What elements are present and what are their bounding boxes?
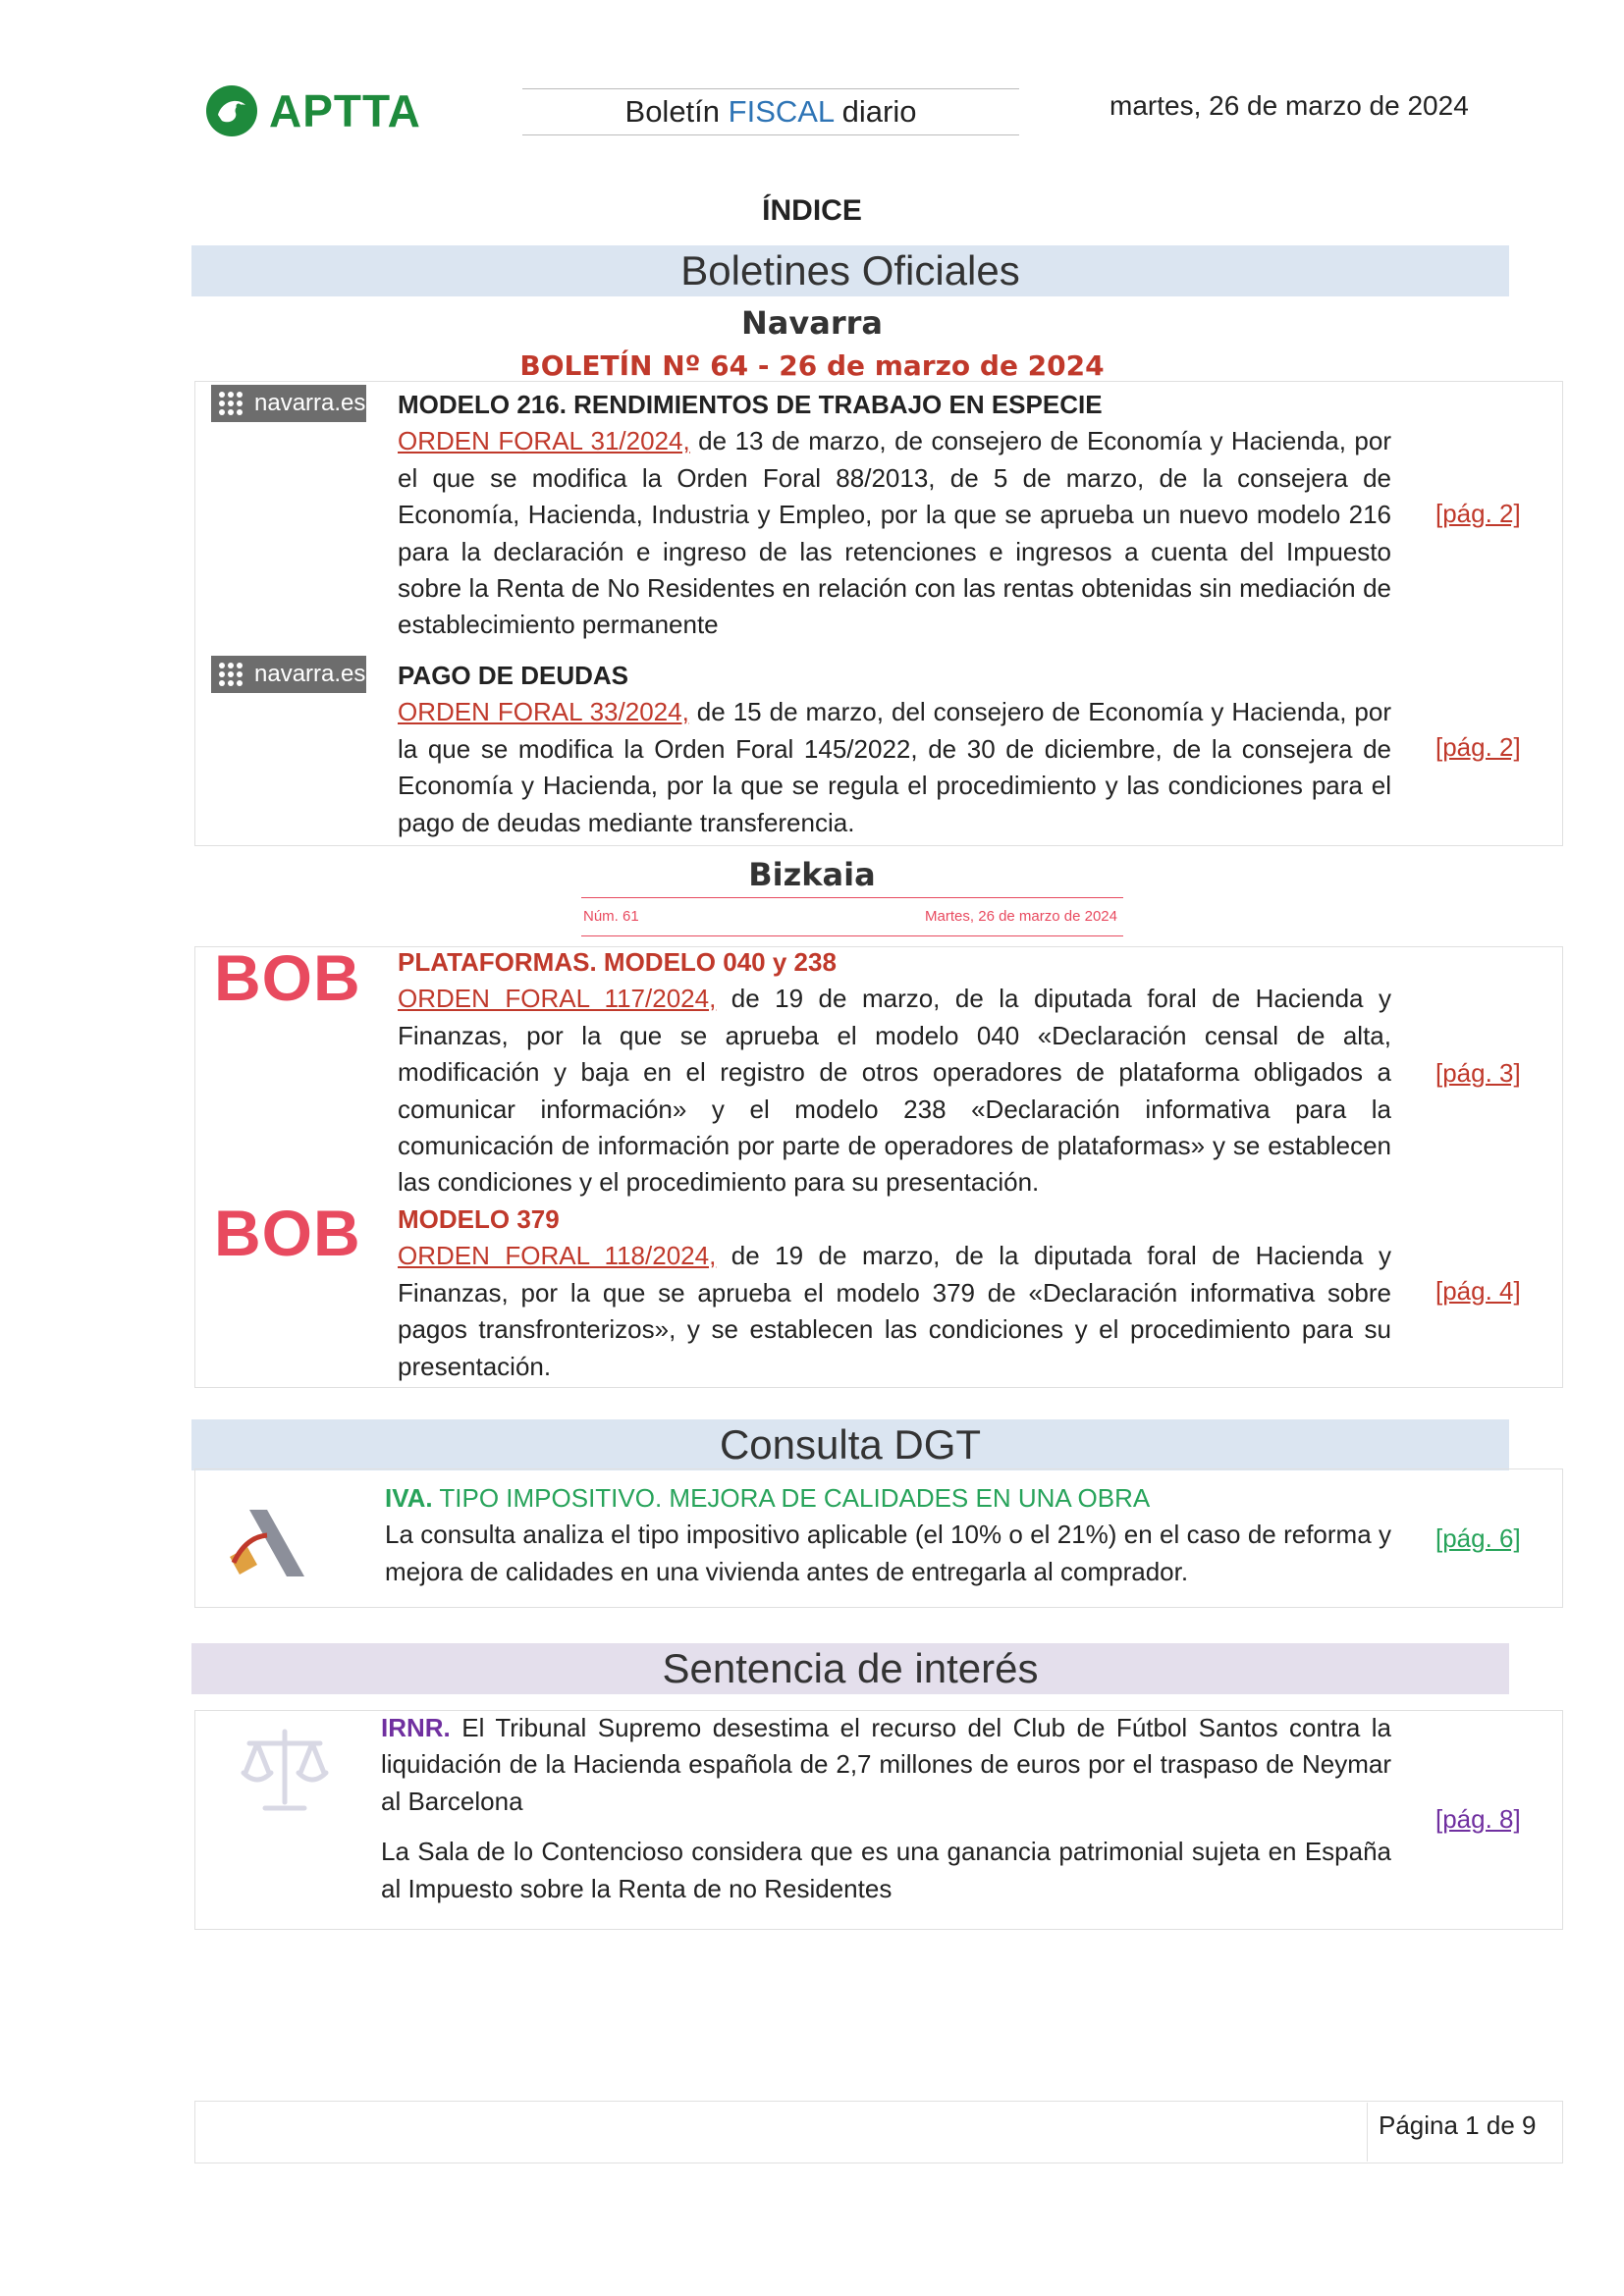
footer-separator xyxy=(1367,2103,1368,2162)
entry-body: de 19 de marzo, de la diputada foral de Hacienda y Finanzas, por la que se aprueba el modelo 379 de «Declaración informativa sobre pagos transfronterizos», y se establecen las condiciones y el procedimiento para su presentación. xyxy=(398,1241,1391,1381)
indice-heading: ÍNDICE xyxy=(762,194,862,227)
entry-head: MODELO 379 xyxy=(398,1204,560,1234)
orden-foral-link[interactable]: ORDEN FORAL 118/2024, xyxy=(398,1241,717,1271)
aptta-logo xyxy=(204,77,460,145)
consulta-body: La consulta analiza el tipo impositivo aplicable (el 10% o el 21%) en el caso de reforma y mejora de calidades en una vivienda antes de entregarla al comprador. xyxy=(385,1520,1391,1586)
header-date: martes, 26 de marzo de 2024 xyxy=(1110,90,1469,121)
bob-logo: BOB xyxy=(214,941,361,1014)
page-link[interactable]: [pág. 4] xyxy=(1435,1276,1521,1306)
navarra-logo xyxy=(211,656,366,693)
boletin-prefix: Boletín xyxy=(624,94,729,129)
bob-header xyxy=(581,897,1123,936)
bizkaia-entry-1 xyxy=(398,944,1391,1201)
scales-of-justice-icon xyxy=(240,1726,330,1814)
page-link[interactable]: [pág. 2] xyxy=(1435,732,1521,762)
entry-head: PAGO DE DEUDAS xyxy=(398,661,628,690)
sentencia-body: La Sala de lo Contencioso considera que es una ganancia patrimonial sujeta en España al Impuesto sobre la Renta de no Residentes xyxy=(381,1837,1391,1903)
page-link[interactable]: [pág. 6] xyxy=(1435,1523,1521,1553)
page-link[interactable]: [pág. 2] xyxy=(1435,499,1521,528)
navarra-logo xyxy=(211,385,366,422)
region-bizkaia: Bizkaia xyxy=(748,856,876,893)
region-navarra: Navarra xyxy=(741,304,883,342)
boletin-suffix: diario xyxy=(834,94,917,129)
aptta-emblem-icon xyxy=(204,83,259,138)
sentencia-head-bold: IRNR. xyxy=(381,1713,451,1742)
section-band-sentencia: Sentencia de interés xyxy=(191,1643,1509,1694)
sentencia-head: El Tribunal Supremo desestima el recurso del Club de Fútbol Santos contra la liquidación de la Hacienda española de 2,7 millones de euros por el traspaso de Neymar al Barcelona xyxy=(381,1713,1391,1816)
sentencia-entry xyxy=(381,1710,1391,1907)
section-band-consulta: Consulta DGT xyxy=(191,1419,1509,1470)
navarra-logo-text: navarra.es xyxy=(254,661,366,687)
orden-foral-link[interactable]: ORDEN FORAL 33/2024, xyxy=(398,697,689,727)
entry-head: MODELO 216. RENDIMIENTOS DE TRABAJO EN ESPECIE xyxy=(398,390,1103,419)
page-link[interactable]: [pág. 8] xyxy=(1435,1804,1521,1834)
consulta-head: TIPO IMPOSITIVO. MEJORA DE CALIDADES EN UNA OBRA xyxy=(432,1483,1151,1513)
bizkaia-entry-2 xyxy=(398,1201,1391,1385)
entry-body: de 19 de marzo, de la diputada foral de Hacienda y Finanzas, por la que se aprueba el modelo 040 «Declaración censal de alta, modificación y baja en el registro de otros operadores de plataforma obligados a comunicar información» y el modelo 238 «Declaración informativa para la comunicación de información por parte de operadores de plataformas» y se establecen las condiciones y el procedimiento para su presentación. xyxy=(398,984,1391,1198)
agencia-tributaria-icon xyxy=(228,1508,306,1578)
boletin-fiscal: FISCAL xyxy=(728,94,835,129)
entry-head: PLATAFORMAS. MODELO 040 y 238 xyxy=(398,947,837,977)
consulta-head-bold: IVA. xyxy=(385,1483,433,1513)
page-link[interactable]: [pág. 3] xyxy=(1435,1058,1521,1088)
footer-box xyxy=(194,2101,1563,2163)
navarra-logo-text: navarra.es xyxy=(254,390,366,416)
navarra-entry-1 xyxy=(398,387,1391,644)
boletin-title xyxy=(522,88,1019,135)
navarra-entry-2 xyxy=(398,658,1391,841)
orden-foral-link[interactable]: ORDEN FORAL 117/2024, xyxy=(398,984,717,1014)
navarra-bulletin-title: BOLETÍN Nº 64 - 26 de marzo de 2024 xyxy=(519,349,1105,382)
navarra-dots-icon xyxy=(219,392,248,415)
bob-logo: BOB xyxy=(214,1197,361,1269)
entry-body: de 15 de marzo, del consejero de Economía y Hacienda, por la que se modifica la Orden Foral 145/2022, de 30 de diciembre, de la consejera de Economía y Hacienda, por la que se regula el procedimiento y las condiciones para el pago de deudas mediante transferencia. xyxy=(398,697,1391,837)
orden-foral-link[interactable]: ORDEN FORAL 31/2024, xyxy=(398,426,690,456)
page-number: Página 1 de 9 xyxy=(1379,2110,1537,2140)
entry-body: de 13 de marzo, de consejero de Economía y Hacienda, por el que se modifica la Orden Foral 88/2013, de 5 de marzo, de la consejera de Economía, Hacienda, Industria y Empleo, por la que se aprueba un nuevo modelo 216 para la declaración e ingreso de las retenciones e ingresos a cuenta del Impuesto sobre la Renta de No Residentes en relación con las rentas obtenidas sin mediación de establecimiento permanente xyxy=(398,426,1391,640)
bob-number: Núm. 61 xyxy=(583,908,639,925)
section-band-boletines: Boletines Oficiales xyxy=(191,245,1509,296)
consulta-entry xyxy=(385,1480,1391,1590)
navarra-dots-icon xyxy=(219,663,248,686)
bob-date: Martes, 26 de marzo de 2024 xyxy=(925,908,1117,925)
logo-text: APTTA xyxy=(269,85,421,136)
